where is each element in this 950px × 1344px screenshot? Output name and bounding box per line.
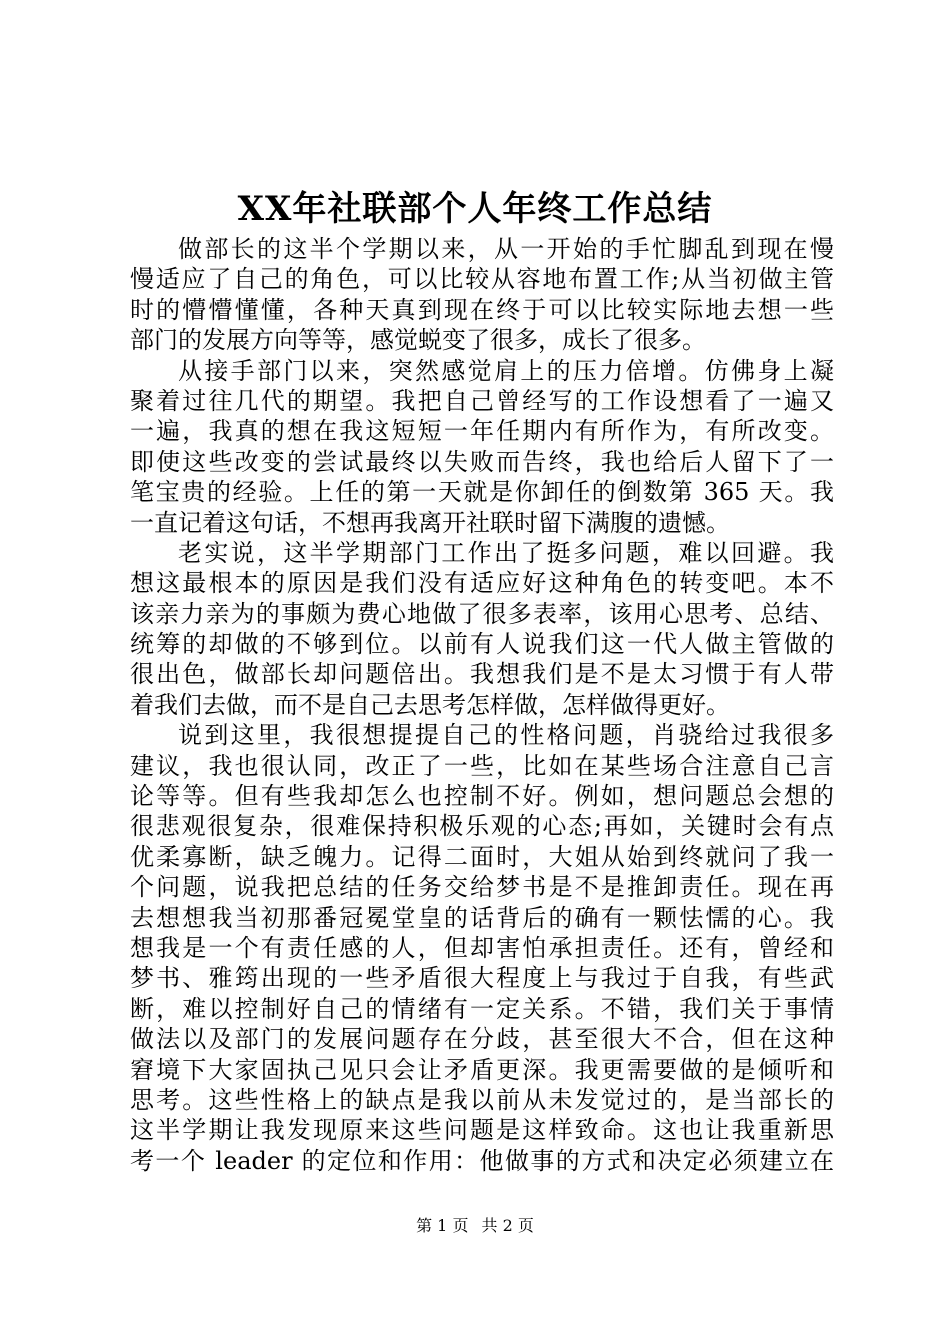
body-line: 想这最根本的原因是我们没有适应好这种角色的转变吧。本不 — [130, 569, 834, 598]
body-line: 很出色，做部长却问题倍出。我想我们是不是太习惯于有人带 — [130, 660, 834, 689]
body-line: 优柔寡断，缺乏魄力。记得二面时，大姐从始到终就问了我一 — [130, 842, 834, 871]
body-line: 即使这些改变的尝试最终以失败而告终，我也给后人留下了一 — [130, 447, 834, 476]
body-line: 窘境下大家固执己见只会让矛盾更深。我更需要做的是倾听和 — [130, 1055, 834, 1084]
body-line: 建议，我也很认同，改正了一些，比如在某些场合注意自己言 — [130, 751, 834, 780]
body-line: 一遍，我真的想在我这短短一年任期内有所作为，有所改变。 — [130, 417, 834, 446]
body-line: 从接手部门以来，突然感觉肩上的压力倍增。仿佛身上凝 — [178, 356, 834, 385]
body-line: 说到这里，我很想提提自己的性格问题，肖骁给过我很多 — [178, 721, 834, 750]
page-footer — [0, 1216, 950, 1236]
body-line: 着我们去做，而不是自己去思考怎样做，怎样做得更好。 — [130, 690, 730, 719]
body-line: 部门的发展方向等等，感觉蜕变了很多，成长了很多。 — [130, 326, 706, 355]
body-line: 该亲力亲为的事颇为费心地做了很多表率，该用心思考、总结、 — [130, 599, 834, 628]
body-line: 断，难以控制好自己的情绪有一定关系。不错，我们关于事情 — [130, 994, 834, 1023]
body-line: 论等等。但有些我却怎么也控制不好。例如，想问题总会想的 — [130, 782, 834, 811]
body-line: 梦书、雅筠出现的一些矛盾很大程度上与我过于自我，有些武 — [130, 964, 834, 993]
page-number: 第 1 页 — [416, 1216, 469, 1235]
body-line: 很悲观很复杂，很难保持积极乐观的心态;再如，关键时会有点 — [130, 812, 834, 841]
document-body — [130, 234, 834, 1176]
body-line: 笔宝贵的经验。上任的第一天就是你卸任的倒数第 365 天。我 — [130, 478, 834, 507]
body-line: 考一个 leader 的定位和作用：他做事的方式和决定必须建立在 — [130, 1146, 834, 1175]
body-line: 这半学期让我发现原来这些问题是这样致命。这也让我重新思 — [130, 1116, 834, 1145]
body-line: 去想想我当初那番冠冕堂皇的话背后的确有一颗怯懦的心。我 — [130, 903, 834, 932]
body-line: 老实说，这半学期部门工作出了挺多问题，难以回避。我 — [178, 538, 834, 567]
body-line: 想我是一个有责任感的人，但却害怕承担责任。还有，曾经和 — [130, 933, 834, 962]
body-line: 做法以及部门的发展问题存在分歧，甚至很大不合，但在这种 — [130, 1025, 834, 1054]
document-title: XX年社联部个人年终工作总结 — [237, 189, 713, 229]
body-line: 时的懵懵懂懂，各种天真到现在终于可以比较实际地去想一些 — [130, 295, 834, 324]
body-line: 思考。这些性格上的缺点是我以前从未发觉过的，是当部长的 — [130, 1085, 834, 1114]
body-line: 做部长的这半个学期以来，从一开始的手忙脚乱到现在慢 — [178, 235, 834, 263]
body-line: 个问题，说我把总结的任务交给梦书是不是推卸责任。现在再 — [130, 873, 834, 902]
page-total: 共 2 页 — [481, 1216, 534, 1235]
body-line: 一直记着这句话，不想再我离开社联时留下满腹的遗憾。 — [130, 508, 730, 537]
body-line: 统筹的却做的不够到位。以前有人说我们这一代人做主管做的 — [130, 630, 834, 659]
body-line: 慢适应了自己的角色，可以比较从容地布置工作;从当初做主管 — [130, 265, 834, 294]
body-line: 聚着过往几代的期望。我把自己曾经写的工作设想看了一遍又 — [130, 386, 834, 415]
